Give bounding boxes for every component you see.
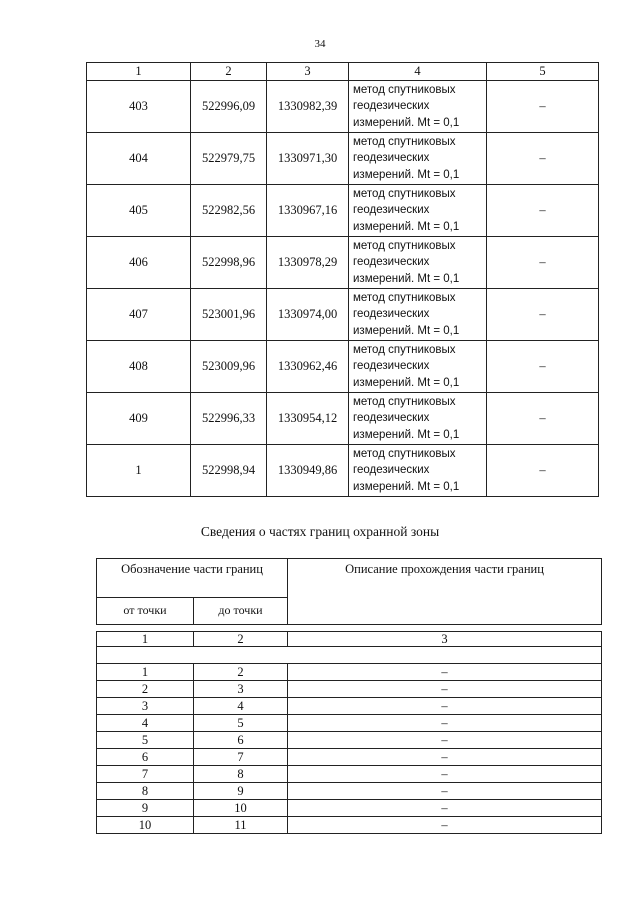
method-line: геодезических [353, 412, 430, 425]
method-line: геодезических [353, 256, 430, 269]
coordinate-row [87, 393, 599, 445]
method-line: геодезических [353, 100, 430, 113]
to-point-cell: 8 [194, 766, 288, 783]
method-cell [349, 133, 487, 185]
empty-cell [97, 647, 602, 664]
from-point-cell: 6 [97, 749, 194, 766]
description-cell: – [288, 732, 602, 749]
y-coordinate-cell: 1330974,00 [267, 289, 349, 341]
segment-row [97, 783, 602, 800]
y-coordinate-cell: 1330982,39 [267, 81, 349, 133]
to-point-header: до точки [194, 597, 288, 624]
note-cell: – [487, 445, 599, 497]
boundary-parts-table [96, 558, 602, 834]
parts-column-numbers [97, 632, 602, 647]
note-cell: – [487, 393, 599, 445]
point-cell: 406 [87, 237, 191, 289]
method-line: геодезических [353, 308, 430, 321]
description-cell: – [288, 698, 602, 715]
method-line: метод спутниковых [353, 395, 456, 408]
point-cell: 405 [87, 185, 191, 237]
spacer-cell [97, 625, 602, 632]
method-cell [349, 289, 487, 341]
column-number-4: 4 [349, 63, 487, 81]
description-cell: – [288, 783, 602, 800]
from-point-cell: 3 [97, 698, 194, 715]
coordinate-row [87, 289, 599, 341]
x-coordinate-cell: 522998,94 [191, 445, 267, 497]
description-cell: – [288, 715, 602, 732]
parts-header-row [97, 559, 602, 598]
to-point-cell: 11 [194, 817, 288, 834]
segment-row [97, 732, 602, 749]
from-point-cell: 4 [97, 715, 194, 732]
description-cell: – [288, 749, 602, 766]
y-coordinate-cell: 1330949,86 [267, 445, 349, 497]
description-cell: – [288, 766, 602, 783]
method-line: метод спутниковых [353, 187, 456, 200]
method-line: измерений. Mt = 0,1 [353, 376, 460, 389]
point-cell: 1 [87, 445, 191, 497]
x-coordinate-cell: 522996,09 [191, 81, 267, 133]
x-coordinate-cell: 522996,33 [191, 393, 267, 445]
segment-row [97, 766, 602, 783]
method-line: измерений. Mt = 0,1 [353, 116, 460, 129]
method-line: метод спутниковых [353, 447, 456, 460]
parts-column-number-3: 3 [288, 632, 602, 647]
method-line: геодезических [353, 152, 430, 165]
coordinate-row [87, 237, 599, 289]
method-line: геодезических [353, 360, 430, 373]
coordinate-row [87, 445, 599, 497]
y-coordinate-cell: 1330978,29 [267, 237, 349, 289]
method-line: измерений. Mt = 0,1 [353, 324, 460, 337]
point-cell: 403 [87, 81, 191, 133]
coordinates-header-row [87, 63, 599, 81]
segment-row [97, 817, 602, 834]
y-coordinate-cell: 1330962,46 [267, 341, 349, 393]
from-point-cell: 10 [97, 817, 194, 834]
description-header: Описание прохождения части границ [288, 559, 602, 625]
to-point-cell: 5 [194, 715, 288, 732]
note-cell: – [487, 341, 599, 393]
segment-row [97, 715, 602, 732]
method-cell [349, 393, 487, 445]
method-cell [349, 81, 487, 133]
from-point-cell: 2 [97, 681, 194, 698]
to-point-cell: 9 [194, 783, 288, 800]
note-cell: – [487, 185, 599, 237]
coordinate-row [87, 133, 599, 185]
method-cell [349, 185, 487, 237]
method-line: измерений. Mt = 0,1 [353, 480, 460, 493]
parts-empty-row [97, 647, 602, 664]
from-point-cell: 8 [97, 783, 194, 800]
method-cell [349, 237, 487, 289]
coordinates-table [86, 62, 599, 497]
point-cell: 407 [87, 289, 191, 341]
note-cell: – [487, 289, 599, 341]
method-cell [349, 341, 487, 393]
to-point-cell: 10 [194, 800, 288, 817]
method-line: измерений. Mt = 0,1 [353, 168, 460, 181]
description-cell: – [288, 800, 602, 817]
method-line: метод спутниковых [353, 343, 456, 356]
description-cell: – [288, 817, 602, 834]
point-cell: 408 [87, 341, 191, 393]
header-spacer [97, 625, 602, 632]
point-cell: 404 [87, 133, 191, 185]
parts-column-number-2: 2 [194, 632, 288, 647]
coordinate-row [87, 81, 599, 133]
designation-header: Обозначение части границ [97, 559, 288, 598]
point-cell: 409 [87, 393, 191, 445]
method-line: геодезических [353, 464, 430, 477]
section-title: Сведения о частях границ охранной зоны [200, 524, 440, 539]
segment-row [97, 800, 602, 817]
from-point-cell: 9 [97, 800, 194, 817]
from-point-cell: 5 [97, 732, 194, 749]
description-cell: – [288, 664, 602, 681]
x-coordinate-cell: 522982,56 [191, 185, 267, 237]
note-cell: – [487, 237, 599, 289]
page-number: 34 [314, 38, 326, 50]
description-cell: – [288, 681, 602, 698]
to-point-cell: 2 [194, 664, 288, 681]
note-cell: – [487, 81, 599, 133]
to-point-cell: 3 [194, 681, 288, 698]
column-number-1: 1 [87, 63, 191, 81]
coordinate-row [87, 341, 599, 393]
to-point-cell: 7 [194, 749, 288, 766]
segment-row [97, 698, 602, 715]
from-point-cell: 7 [97, 766, 194, 783]
method-line: метод спутниковых [353, 83, 456, 96]
note-cell: – [487, 133, 599, 185]
to-point-cell: 4 [194, 698, 288, 715]
y-coordinate-cell: 1330971,30 [267, 133, 349, 185]
to-point-cell: 6 [194, 732, 288, 749]
from-point-header: от точки [97, 597, 194, 624]
method-line: измерений. Mt = 0,1 [353, 272, 460, 285]
from-point-cell: 1 [97, 664, 194, 681]
coordinate-row [87, 185, 599, 237]
column-number-5: 5 [487, 63, 599, 81]
x-coordinate-cell: 523001,96 [191, 289, 267, 341]
x-coordinate-cell: 522979,75 [191, 133, 267, 185]
y-coordinate-cell: 1330954,12 [267, 393, 349, 445]
method-line: метод спутниковых [353, 291, 456, 304]
method-line: измерений. Mt = 0,1 [353, 428, 460, 441]
segment-row [97, 681, 602, 698]
segment-row [97, 749, 602, 766]
parts-column-number-1: 1 [97, 632, 194, 647]
method-cell [349, 445, 487, 497]
method-line: метод спутниковых [353, 135, 456, 148]
x-coordinate-cell: 523009,96 [191, 341, 267, 393]
column-number-2: 2 [191, 63, 267, 81]
method-line: метод спутниковых [353, 239, 456, 252]
method-line: геодезических [353, 204, 430, 217]
method-line: измерений. Mt = 0,1 [353, 220, 460, 233]
segment-row [97, 664, 602, 681]
x-coordinate-cell: 522998,96 [191, 237, 267, 289]
column-number-3: 3 [267, 63, 349, 81]
y-coordinate-cell: 1330967,16 [267, 185, 349, 237]
